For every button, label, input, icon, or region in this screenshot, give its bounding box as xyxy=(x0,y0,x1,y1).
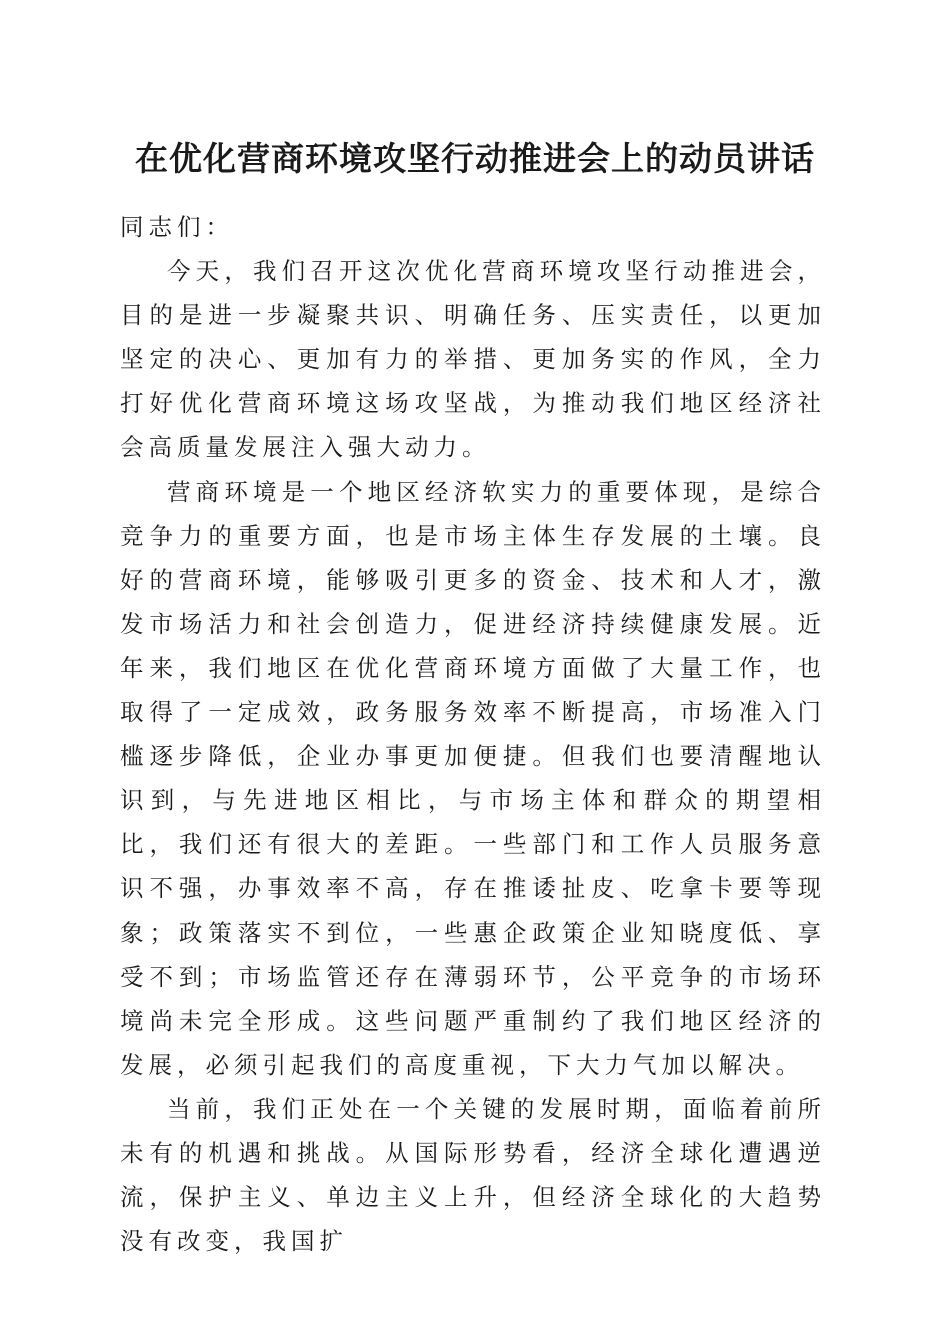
document-title: 在优化营商环境攻坚行动推进会上的动员讲话 xyxy=(135,139,815,178)
salutation: 同志们： xyxy=(120,213,234,241)
document-body xyxy=(120,205,826,1263)
paragraph-3: 当前，我们正处在一个关键的发展时期，面临着前所未有的机遇和挑战。从国际形势看，经济全球化遭遇逆流，保护主义、单边主义上升，但经济全球化的大趋势没有改变，我国扩 xyxy=(120,1094,826,1256)
paragraph-1: 今天，我们召开这次优化营商环境攻坚行动推进会，目的是进一步凝聚共识、明确任务、压实责任，以更加坚定的决心、更加有力的举措、更加务实的作风，全力打好优化营商环境这场攻坚战，为推动我们地区经济社会高质量发展注入强大动力。 xyxy=(120,257,826,462)
paragraph-2: 营商环境是一个地区经济软实力的重要体现，是综合竞争力的重要方面，也是市场主体生存发展的土壤。良好的营商环境，能够吸引更多的资金、技术和人才，激发市场活力和社会创造力，促进经济持续健康发展。近年来，我们地区在优化营商环境方面做了大量工作，也取得了一定成效，政务服务效率不断提高，市场准入门槛逐步降低，企业办事更加便捷。但我们也要清醒地认识到，与先进地区相比，与市场主体和群众的期望相比，我们还有很大的差距。一些部门和工作人员服务意识不强，办事效率不高，存在推诿扯皮、吃拿卡要等现象；政策落实不到位，一些惠企政策企业知晓度低、享受不到；市场监管还存在薄弱环节，公平竞争的市场环境尚未完全形成。这些问题严重制约了我们地区经济的发展，必须引起我们的高度重视，下大力气加以解决。 xyxy=(120,477,826,1079)
